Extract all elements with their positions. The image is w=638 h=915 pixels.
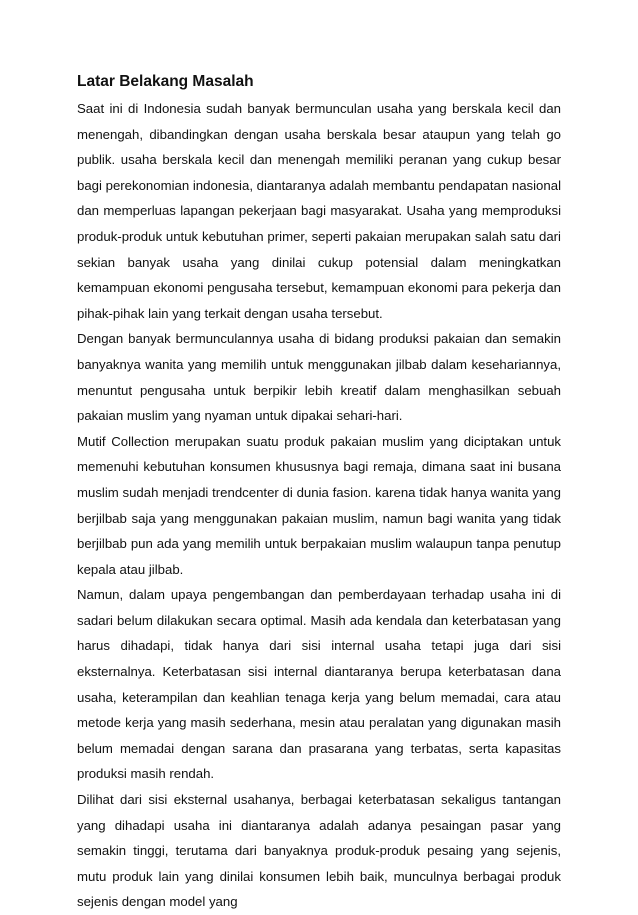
paragraph-1: Saat ini di Indonesia sudah banyak bermunculan usaha yang berskala kecil dan menengah, dibandingkan dengan usaha berskala besar ataupun yang telah go publik. usaha berskala kecil dan menengah memiliki peranan yang cukup besar bagi perekonomian indonesia, diantaranya adalah membantu pendapatan nasional dan memperluas lapangan pekerjaan bagi masyarakat. Usaha yang memproduksi produk-produk untuk kebutuhan primer, seperti pakaian merupakan salah satu dari sekian banyak usaha yang dinilai cukup potensial dalam meningkatkan kemampuan ekonomi pengusaha tersebut, kemampuan ekonomi para pekerja dan pihak-pihak lain yang terkait dengan usaha tersebut. bbox=[77, 101, 561, 321]
paragraph-4: Namun, dalam upaya pengembangan dan pemberdayaan terhadap usaha ini di sadari belum dilakukan secara optimal. Masih ada kendala dan keterbatasan yang harus dihadapi, tidak hanya dari sisi internal usaha tetapi juga dari sisi eksternalnya. Keterbatasan sisi internal diantaranya berupa keterbatasan dana usaha, keterampilan dan keahlian tenaga kerja yang belum memadai, cara atau metode kerja yang masih sederhana, mesin atau peralatan yang digunakan masih belum memadai dengan sarana dan prasarana yang terbatas, serta kapasitas produksi masih rendah. bbox=[77, 587, 561, 782]
paragraph-5: Dilihat dari sisi eksternal usahanya, berbagai keterbatasan sekaligus tantangan yang dihadapi usaha ini diantaranya adalah adanya pesaingan pasar yang semakin tinggi, terutama dari banyaknya produk-produk pesaing yang sejenis, mutu produk lain yang dinilai konsumen lebih baik, munculnya berbagai produk sejenis dengan model yang bbox=[77, 792, 561, 910]
section-heading: Latar Belakang Masalah bbox=[77, 73, 254, 90]
paragraph-2: Dengan banyak bermunculannya usaha di bidang produksi pakaian dan semakin banyaknya wanita yang memilih untuk menggunakan jilbab dalam kesehariannya, menuntut pengusaha untuk berpikir lebih kreatif dalam menghasilkan sebuah pakaian muslim yang nyaman untuk dipakai sehari-hari. bbox=[77, 331, 561, 424]
document-body bbox=[77, 72, 561, 915]
paragraph-3: Mutif Collection merupakan suatu produk pakaian muslim yang diciptakan untuk memenuhi kebutuhan konsumen khususnya bagi remaja, dimana saat ini busana muslim sudah menjadi trendcenter di dunia fasion. karena tidak hanya wanita yang berjilbab saja yang menggunakan pakaian muslim, namun bagi wanita yang tidak berjilbab pun ada yang memilih untuk berpakaian muslim walaupun tanpa penutup kepala atau jilbab. bbox=[77, 433, 561, 577]
paragraph-group bbox=[77, 96, 561, 915]
